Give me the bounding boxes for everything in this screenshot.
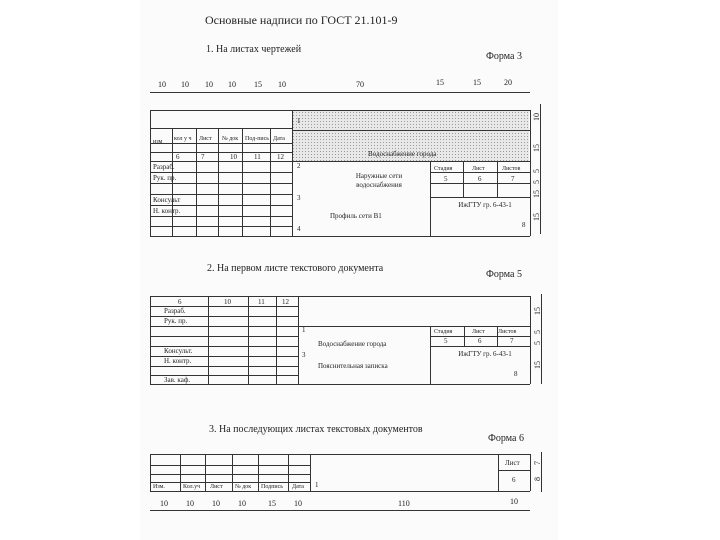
row-line bbox=[150, 482, 310, 483]
dimension-line bbox=[150, 92, 530, 93]
col-line bbox=[270, 128, 271, 236]
dim-label: 8 bbox=[533, 477, 542, 481]
document-title: Водоснабжение города bbox=[318, 340, 387, 348]
document-name: Пояснительная записка bbox=[318, 362, 388, 370]
col-header: Подпись bbox=[261, 484, 284, 490]
col-header: Дата bbox=[273, 136, 285, 142]
field-number: 3 bbox=[302, 351, 306, 359]
role-label: Консульт bbox=[153, 196, 181, 204]
col-line bbox=[248, 296, 249, 384]
drawing-name: Профиль сети В1 bbox=[330, 212, 382, 220]
row-line bbox=[150, 161, 530, 162]
stage-header: Лист bbox=[472, 166, 485, 172]
dim-label: 5 bbox=[533, 341, 542, 345]
col-number: 11 bbox=[254, 153, 261, 161]
dim-label: 15 bbox=[533, 361, 542, 369]
dim-label: 15 bbox=[532, 144, 541, 152]
dim-label: 5 bbox=[532, 169, 541, 173]
frame-line bbox=[150, 236, 530, 237]
col-number: 12 bbox=[277, 153, 284, 161]
form-label-6: Форма 6 bbox=[488, 433, 524, 444]
row-line bbox=[430, 197, 530, 198]
dim-label: 15 bbox=[532, 213, 541, 221]
dim-label: 10 bbox=[228, 80, 236, 89]
col-line bbox=[498, 454, 499, 491]
row-line bbox=[150, 474, 310, 475]
col-number: 10 bbox=[224, 298, 231, 306]
field-number: 3 bbox=[297, 194, 301, 202]
col-line bbox=[464, 326, 465, 346]
role-label: Разраб. bbox=[164, 307, 186, 315]
frame-line bbox=[150, 296, 151, 384]
dim-label: 10 bbox=[160, 499, 168, 508]
stage-header: Стадия bbox=[434, 329, 453, 335]
dim-label: 15 bbox=[436, 78, 444, 87]
row-line bbox=[430, 346, 530, 347]
row-line bbox=[430, 183, 530, 184]
drawing-title: Водоснабжение города bbox=[368, 150, 437, 158]
col-line bbox=[430, 161, 431, 236]
dim-label: 10 bbox=[510, 497, 518, 506]
frame-line bbox=[530, 454, 531, 491]
role-label: Зав. каф. bbox=[164, 376, 191, 384]
dimension-line bbox=[150, 510, 530, 511]
row-line bbox=[498, 470, 530, 471]
dim-label: 5 bbox=[533, 330, 542, 334]
dim-label: 10 bbox=[294, 499, 302, 508]
col-number: 12 bbox=[282, 298, 289, 306]
col-number: 11 bbox=[258, 298, 265, 306]
dim-label: 15 bbox=[532, 190, 541, 198]
row-line bbox=[150, 465, 310, 466]
sheet-label: Лист bbox=[505, 459, 520, 467]
stage-header: Стадия bbox=[434, 166, 453, 172]
col-line bbox=[258, 454, 259, 491]
dim-label: 15 bbox=[268, 499, 276, 508]
field-number: 8 bbox=[514, 370, 518, 378]
section-heading-3: 3. На последующих листах текстовых документов bbox=[209, 424, 423, 435]
dim-label: 10 bbox=[205, 80, 213, 89]
col-line bbox=[218, 128, 219, 236]
col-header: Кол.уч bbox=[183, 484, 201, 490]
object-name: Наружные сети водоснабжения bbox=[355, 172, 403, 189]
col-number: 7 bbox=[201, 153, 205, 161]
stage-value: 5 bbox=[444, 337, 448, 345]
dim-label: 70 bbox=[356, 80, 364, 89]
col-line bbox=[180, 454, 181, 491]
row-line bbox=[292, 130, 530, 131]
dim-label: 15 bbox=[254, 80, 262, 89]
organization: ИжГТУ гр. 6-43-1 bbox=[458, 201, 512, 209]
col-number: 6 bbox=[176, 153, 180, 161]
col-header: изм bbox=[153, 139, 163, 145]
organization: ИжГТУ гр. 6-43-1 bbox=[458, 350, 512, 358]
dim-label: 10 bbox=[238, 499, 246, 508]
col-line bbox=[292, 110, 293, 236]
role-label: Рук. пр. bbox=[164, 317, 188, 325]
page-title: Основные надписи по ГОСТ 21.101-9 bbox=[205, 13, 398, 27]
role-label: Разраб. bbox=[153, 163, 175, 171]
stage-header: Листов bbox=[498, 329, 517, 335]
col-header: Изм. bbox=[153, 484, 165, 490]
col-line bbox=[310, 454, 311, 491]
dim-label: 15 bbox=[473, 78, 481, 87]
section-heading-1: 1. На листах чертежей bbox=[206, 44, 302, 55]
col-line bbox=[298, 296, 299, 384]
frame-line bbox=[150, 491, 530, 492]
col-line bbox=[463, 161, 464, 197]
col-header: Дата bbox=[292, 484, 304, 490]
dim-label: 5 bbox=[532, 180, 541, 184]
stage-value: 7 bbox=[510, 337, 514, 345]
dim-label: 10 bbox=[212, 499, 220, 508]
dim-label: 10 bbox=[532, 113, 541, 121]
col-line bbox=[430, 326, 431, 384]
dim-label: 10 bbox=[278, 80, 286, 89]
col-line bbox=[497, 161, 498, 197]
col-line bbox=[288, 454, 289, 491]
col-number: 6 bbox=[178, 298, 182, 306]
field-number: 1 bbox=[315, 481, 319, 489]
col-line bbox=[232, 454, 233, 491]
col-number: 10 bbox=[230, 153, 237, 161]
col-line bbox=[196, 128, 197, 236]
col-header: Лист bbox=[210, 484, 223, 490]
stage-header: Листов bbox=[502, 166, 521, 172]
dim-label: 7 bbox=[533, 461, 542, 465]
section-heading-2: 2. На первом листе текстового документа bbox=[207, 263, 384, 274]
field-number: 1 bbox=[297, 117, 301, 125]
field-number: 4 bbox=[297, 225, 301, 233]
dim-label: 10 bbox=[186, 499, 194, 508]
row-line bbox=[298, 326, 530, 327]
role-label: Консульт. bbox=[164, 347, 193, 355]
col-header: Под-пись bbox=[245, 136, 270, 142]
col-line bbox=[208, 296, 209, 384]
sheet-number: 6 bbox=[512, 476, 516, 484]
col-line bbox=[172, 128, 173, 236]
frame-line bbox=[150, 296, 530, 297]
form-label-5: Форма 5 bbox=[486, 269, 522, 280]
col-line bbox=[242, 128, 243, 236]
frame-line bbox=[150, 454, 151, 491]
field-number: 2 bbox=[297, 162, 301, 170]
frame-line bbox=[530, 296, 531, 384]
field-number: 8 bbox=[522, 221, 526, 229]
col-header: кол у ч bbox=[174, 136, 192, 142]
col-line bbox=[276, 296, 277, 384]
col-line bbox=[205, 454, 206, 491]
dim-label: 10 bbox=[181, 80, 189, 89]
frame-line bbox=[530, 110, 531, 236]
stage-header: Лист bbox=[472, 329, 485, 335]
dimension-line bbox=[541, 452, 542, 492]
stage-value: 6 bbox=[478, 337, 482, 345]
col-header: № док bbox=[235, 484, 252, 490]
frame-line bbox=[150, 454, 530, 455]
row-line bbox=[430, 172, 530, 173]
col-header: № док bbox=[222, 136, 239, 142]
dim-label: 110 bbox=[398, 499, 410, 508]
dim-label: 10 bbox=[158, 80, 166, 89]
frame-line bbox=[150, 384, 530, 385]
dim-label: 20 bbox=[504, 78, 512, 87]
field-number: 1 bbox=[302, 326, 306, 334]
role-label: Н. контр. bbox=[164, 357, 192, 365]
role-label: Рук. пр. bbox=[153, 174, 177, 182]
dim-label: 15 bbox=[533, 307, 542, 315]
form-label-3: Форма 3 bbox=[486, 51, 522, 62]
col-header: Лист bbox=[199, 136, 212, 142]
role-label: Н. контр. bbox=[153, 207, 181, 215]
stage-value: 7 bbox=[511, 175, 515, 183]
stage-value: 5 bbox=[444, 175, 448, 183]
stage-value: 6 bbox=[478, 175, 482, 183]
